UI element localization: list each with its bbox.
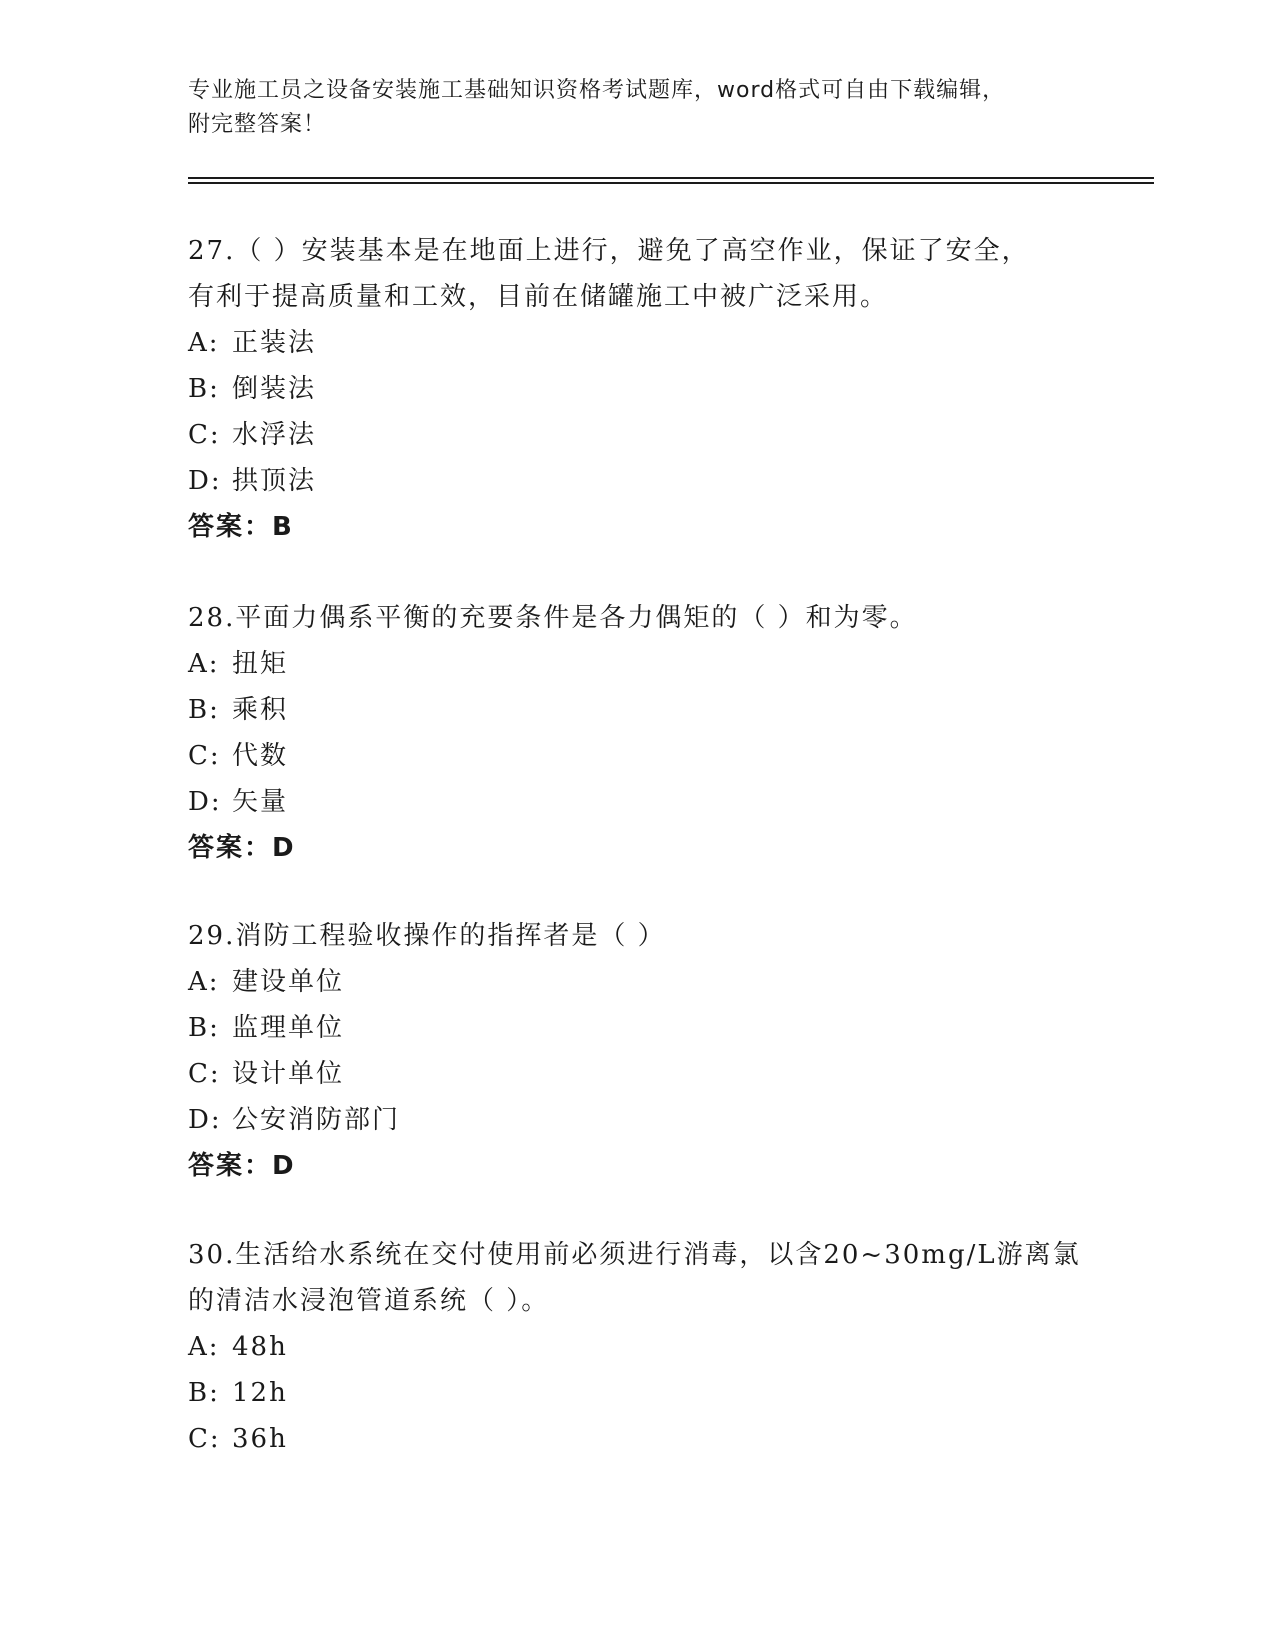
option-d <box>188 779 1088 825</box>
option-text: 监理单位 <box>232 1013 345 1043</box>
option-c <box>188 733 1088 779</box>
option-letter: B: <box>188 374 220 404</box>
question-stem-line-2: 有利于提高质量和工效，目前在储罐施工中被广泛采用。 <box>188 282 889 312</box>
option-text: 正装法 <box>232 328 317 358</box>
option-text: 12h <box>232 1378 288 1408</box>
option-c <box>188 1051 1088 1097</box>
option-text: 水浮法 <box>232 420 317 450</box>
question-stem-line-1: 30.生活给水系统在交付使用前必须进行消毒，以含20~30mg/L游离氯 <box>188 1240 1081 1270</box>
question-28 <box>188 595 1088 871</box>
question-stem-line-1: 28.平面力偶系平衡的充要条件是各力偶矩的（ ）和为零。 <box>188 603 918 633</box>
option-text: 乘积 <box>232 695 289 725</box>
option-text: 倒装法 <box>232 374 317 404</box>
option-text: 48h <box>232 1332 288 1362</box>
option-b <box>188 366 1088 412</box>
option-text: 矢量 <box>232 787 289 817</box>
question-stem-line-1: 29.消防工程验收操作的指挥者是（ ） <box>188 921 666 951</box>
option-b <box>188 1005 1088 1051</box>
option-letter: A: <box>188 967 220 997</box>
option-c <box>188 1416 1088 1462</box>
question-stem-line-2: 的清洁水浸泡管道系统（ ）。 <box>188 1286 550 1316</box>
question-stem-line-1: 27.（ ）安装基本是在地面上进行，避免了高空作业，保证了安全， <box>188 236 1030 266</box>
answer-label: 答案：D <box>188 833 296 863</box>
option-letter: B: <box>188 1013 220 1043</box>
option-letter: C: <box>188 1424 221 1454</box>
option-d <box>188 1097 1088 1143</box>
option-letter: C: <box>188 1059 221 1089</box>
header-line-1: 专业施工员之设备安装施工基础知识资格考试题库，word格式可自由下载编辑， <box>188 78 1006 103</box>
option-a <box>188 1324 1088 1370</box>
option-letter: C: <box>188 741 221 771</box>
option-text: 设计单位 <box>232 1059 345 1089</box>
document-header <box>188 74 1088 142</box>
option-a <box>188 641 1088 687</box>
answer-label: 答案：B <box>188 512 294 542</box>
option-letter: D: <box>188 1105 222 1135</box>
option-text: 36h <box>232 1424 288 1454</box>
question-30 <box>188 1232 1088 1462</box>
option-letter: D: <box>188 787 222 817</box>
option-letter: A: <box>188 1332 220 1362</box>
option-text: 扭矩 <box>232 649 289 679</box>
option-letter: B: <box>188 695 220 725</box>
answer-label: 答案：D <box>188 1151 296 1181</box>
option-b <box>188 687 1088 733</box>
option-text: 拱顶法 <box>232 466 317 496</box>
header-line-2: 附完整答案！ <box>188 112 327 137</box>
option-a <box>188 959 1088 1005</box>
option-letter: A: <box>188 649 220 679</box>
option-d <box>188 458 1088 504</box>
header-divider-bottom <box>188 182 1154 184</box>
option-letter: D: <box>188 466 222 496</box>
header-divider-top <box>188 177 1154 179</box>
option-text: 公安消防部门 <box>232 1105 401 1135</box>
question-27 <box>188 228 1088 550</box>
question-29 <box>188 913 1088 1189</box>
option-letter: C: <box>188 420 221 450</box>
option-letter: B: <box>188 1378 220 1408</box>
option-text: 代数 <box>232 741 289 771</box>
option-letter: A: <box>188 328 220 358</box>
option-b <box>188 1370 1088 1416</box>
option-c <box>188 412 1088 458</box>
option-text: 建设单位 <box>232 967 345 997</box>
option-a <box>188 320 1088 366</box>
